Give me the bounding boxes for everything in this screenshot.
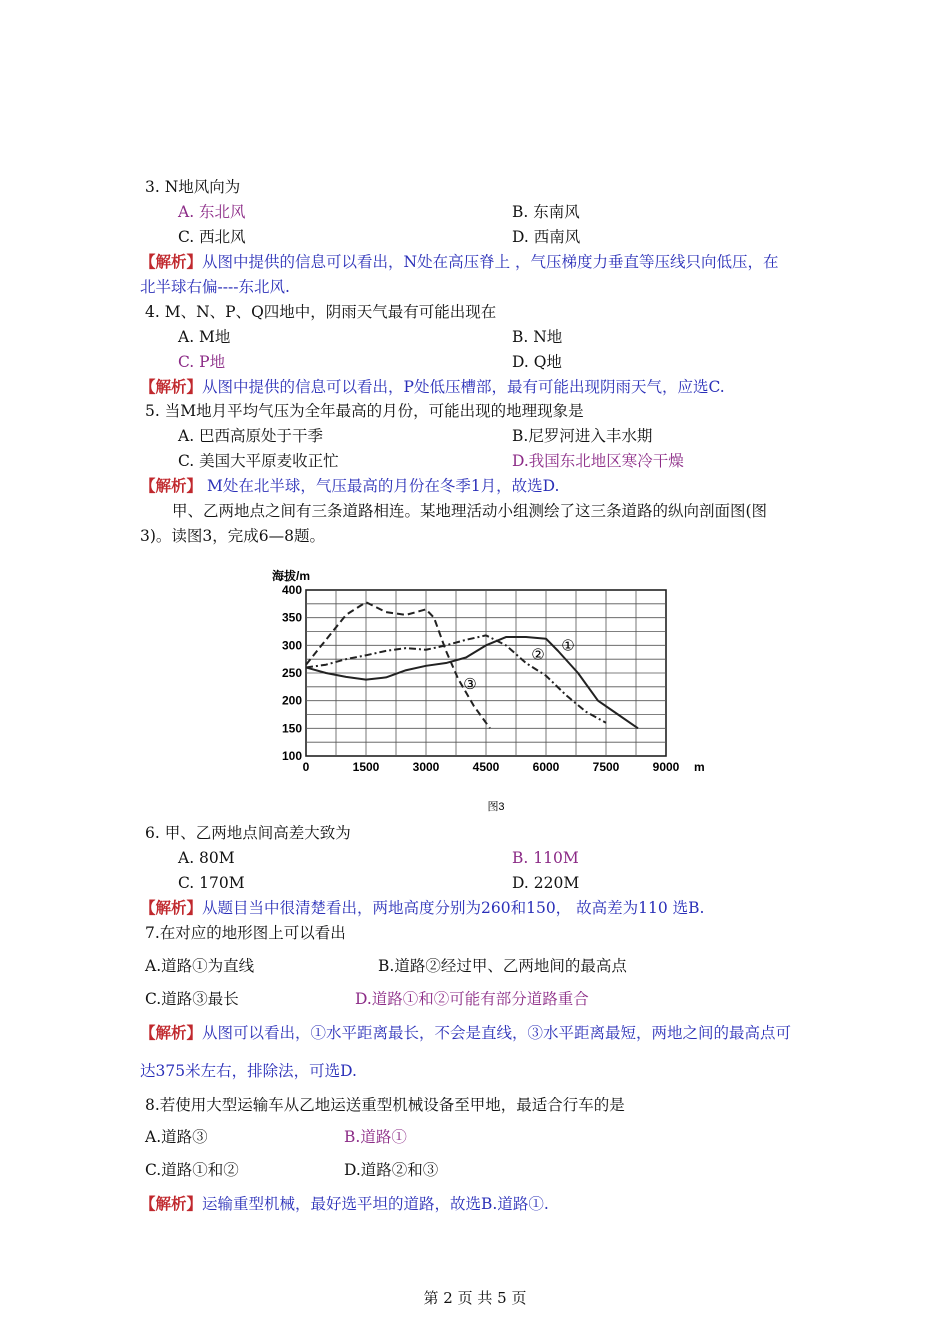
q8-option-c: C.道路①和② [145, 1161, 239, 1179]
q4-analysis-text: 从图中提供的信息可以看出，P处低压槽部，最有可能出现阴雨天气，应选C. [202, 378, 725, 396]
y-tick-label: 100 [281, 749, 302, 763]
q6-option-a: A. 80M [178, 849, 235, 867]
q7-analysis [140, 1023, 791, 1043]
q4-option-d: D. Q地 [512, 353, 562, 371]
series-line-③ [306, 602, 490, 728]
q5-analysis [140, 476, 559, 496]
q5-analysis-text: M处在北半球，气压最高的月份在冬季1月，故选D. [202, 477, 560, 495]
x-tick-label: 9000 [652, 760, 680, 774]
q8-option-b: B.道路① [344, 1128, 407, 1146]
q3-analysis [140, 252, 779, 272]
y-tick-label: 200 [281, 693, 302, 708]
q3-stem: 3. N地风向为 [145, 178, 241, 196]
q7-analysis-cont: 达375米左右，排除法，可选D. [140, 1062, 357, 1080]
q5-option-d: D.我国东北地区寒冷干燥 [512, 452, 684, 470]
q6-option-d: D. 220M [512, 874, 580, 892]
y-tick-label: 350 [281, 610, 302, 625]
y-tick-label: 150 [281, 721, 302, 736]
profile-chart [262, 560, 722, 820]
q7-stem: 7.在对应的地形图上可以看出 [145, 924, 346, 942]
x-tick-label: 0 [302, 760, 310, 774]
x-tick-label: 1500 [352, 760, 380, 774]
x-tick-label: 4500 [472, 760, 500, 774]
q8-option-d: D.道路②和③ [344, 1161, 439, 1179]
chart-caption: 图3 [487, 801, 505, 813]
q8-analysis-text: 运输重型机械，最好选平坦的道路，故选B.道路①. [202, 1195, 549, 1213]
q4-analysis [140, 377, 725, 397]
series-label: ② [531, 645, 545, 664]
q5-option-c: C. 美国大平原麦收正忙 [178, 452, 339, 470]
q6-analysis-text: 从题目当中很清楚看出，两地高度分别为260和150， 故高差为110 选B. [202, 899, 705, 917]
page-footer: 第 2 页 共 5 页 [423, 1289, 527, 1307]
q3-analysis-text: 从图中提供的信息可以看出，N处在高压脊上 ，气压梯度力垂直等压线只向低压，在 [202, 253, 779, 271]
q7-option-c: C.道路③最长 [145, 990, 239, 1008]
q8-stem: 8.若使用大型运输车从乙地运送重型机械设备至甲地，最适合行车的是 [145, 1096, 625, 1114]
y-tick-label: 300 [281, 638, 302, 653]
q6-stem: 6. 甲、乙两地点间高差大致为 [145, 824, 351, 842]
q4-stem: 4. M、N、P、Q四地中，阴雨天气最有可能出现在 [145, 303, 497, 321]
intro-line-1: 甲、乙两地点之间有三条道路相连。某地理活动小组测绘了这三条道路的纵向剖面图(图 [172, 502, 768, 520]
q4-option-a: A. M地 [178, 328, 231, 346]
q3-option-b: B. 东南风 [512, 203, 580, 221]
x-tick-label: 6000 [532, 760, 560, 774]
intro-line-2: 3)。读图3，完成6—8题。 [140, 527, 325, 545]
q4-option-b: B. N地 [512, 328, 563, 346]
q7-option-b: B.道路②经过甲、乙两地间的最高点 [378, 957, 627, 975]
q3-option-d: D. 西南风 [512, 228, 581, 246]
q7-option-d: D.道路①和②可能有部分道路重合 [355, 990, 589, 1008]
q6-option-b: B. 110M [512, 849, 579, 867]
q5-option-a: A. 巴西高原处于干季 [178, 427, 324, 445]
x-axis-label: m [694, 760, 705, 774]
q3-analysis-cont: 北半球右偏----东北风. [140, 278, 290, 296]
analysis-tag: 【解析】 [140, 476, 203, 495]
q3-option-a: A. 东北风 [178, 203, 246, 221]
q8-analysis [140, 1194, 549, 1214]
q3-option-c: C. 西北风 [178, 228, 246, 246]
q5-stem: 5. 当M地月平均气压为全年最高的月份，可能出现的地理现象是 [145, 402, 584, 420]
series-label: ③ [463, 675, 477, 694]
y-tick-label: 250 [281, 666, 302, 680]
q5-option-b: B.尼罗河进入丰水期 [512, 427, 653, 445]
q7-analysis-text: 从图可以看出，①水平距离最长，不会是直线，③水平距离最短，两地之间的最高点可 [202, 1024, 792, 1042]
analysis-tag: 【解析】 [140, 252, 203, 271]
analysis-tag: 【解析】 [140, 898, 203, 917]
q4-option-c: C. P地 [178, 353, 226, 371]
analysis-tag: 【解析】 [140, 1194, 203, 1213]
chart-grid [306, 590, 666, 756]
x-tick-label: 7500 [592, 760, 620, 774]
q7-option-a: A.道路①为直线 [145, 957, 255, 975]
analysis-tag: 【解析】 [140, 377, 203, 396]
y-tick-label: 400 [281, 583, 302, 597]
x-tick-label: 3000 [412, 760, 440, 774]
q8-option-a: A.道路③ [145, 1128, 208, 1146]
series-label: ① [561, 636, 575, 655]
y-axis-label: 海拔/m [272, 569, 311, 583]
q6-option-c: C. 170M [178, 874, 245, 892]
chart-series [306, 602, 638, 728]
analysis-tag: 【解析】 [140, 1023, 203, 1042]
chart-text [272, 568, 705, 813]
q6-analysis [140, 898, 704, 918]
